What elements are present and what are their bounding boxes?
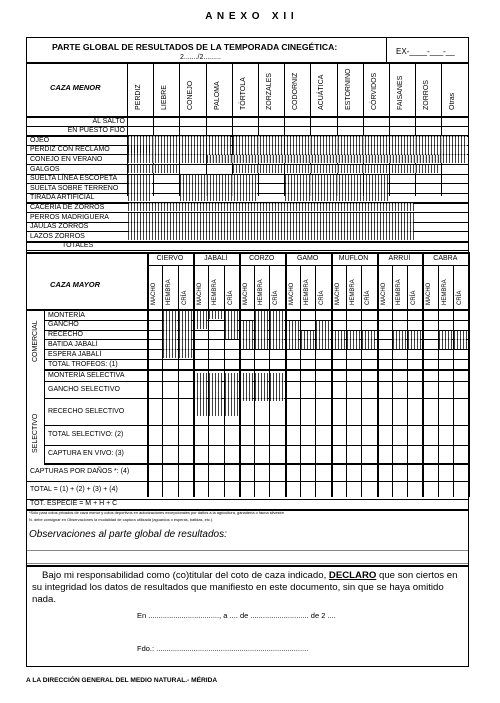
hatched-cell bbox=[270, 311, 283, 349]
hatched-cell bbox=[439, 331, 452, 349]
hatched-cell bbox=[180, 175, 257, 202]
commercial-vertical-label: COMERCIAL bbox=[32, 320, 39, 362]
hatched-cell bbox=[128, 165, 178, 173]
hatched-cell bbox=[301, 331, 314, 349]
small-game-species-11: ZORROS bbox=[423, 80, 431, 110]
small-game-row-label-11: JAULAS ZORROS bbox=[30, 223, 89, 231]
sex-column-2-1: HEMBRA bbox=[258, 279, 265, 305]
commercial-row-1: GANCHO bbox=[48, 321, 79, 329]
hatched-cell bbox=[194, 373, 207, 416]
hatched-cell bbox=[128, 146, 152, 154]
hatched-cell bbox=[255, 373, 268, 401]
ex-number-field[interactable]: EX-____-___-__ bbox=[396, 47, 455, 56]
sex-column-6-0: MACHO bbox=[426, 282, 433, 305]
small-game-species-10: FAISANES bbox=[397, 75, 404, 110]
total-row: TOTAL = (1) + (2) + (3) + (4) bbox=[30, 486, 118, 493]
small-game-species-9: CÓRVIDOS bbox=[370, 72, 378, 110]
damage-row: CAPTURAS POR DAÑOS *: (4) bbox=[30, 468, 130, 475]
small-game-row-label-4: CONEJO EN VERANO bbox=[30, 155, 103, 163]
small-game-row-label-7: SUELTA SOBRE TERRENO bbox=[30, 184, 119, 192]
small-game-species-8: ESTORNINO bbox=[344, 68, 352, 110]
small-game-species-6: CODORNIZ bbox=[292, 72, 300, 110]
hatched-cell bbox=[209, 373, 222, 416]
footnote-2: N. debe consignar en Observaciones la modalidad de captura utilizada (aguardos o esperas, batidas, etc.). bbox=[29, 517, 214, 522]
selective-vertical-label: SELECTIVO bbox=[32, 413, 39, 453]
hatched-cell bbox=[233, 165, 441, 173]
small-game-row-label-5: GALGOS bbox=[30, 165, 60, 173]
hatched-cell bbox=[225, 373, 238, 416]
sex-column-3-1: HEMBRA bbox=[304, 279, 310, 305]
sex-column-4-2: CRÍA bbox=[365, 290, 372, 305]
declaration-keyword: DECLARO bbox=[328, 570, 377, 581]
annex-title: A N E X O X I I bbox=[205, 11, 295, 22]
sex-column-0-1: HEMBRA bbox=[166, 279, 173, 305]
sex-column-1-2: CRÍA bbox=[227, 290, 234, 305]
sex-column-4-0: MACHO bbox=[334, 282, 341, 305]
small-game-row-label-8: TIRADA ARTIFICIAL bbox=[30, 194, 95, 202]
sex-column-5-2: CRÍA bbox=[411, 290, 418, 305]
big-game-species-5: ARRUÍ bbox=[388, 255, 411, 262]
hatched-cell bbox=[128, 175, 152, 202]
sex-column-2-0: MACHO bbox=[242, 282, 249, 305]
small-game-row-label-12: LAZOS ZORROS bbox=[30, 232, 85, 240]
big-game-species-0: CIERVO bbox=[156, 255, 184, 262]
observations-label: Observaciones al parte global de resultados: bbox=[29, 529, 227, 540]
sex-column-2-2: CRÍA bbox=[273, 290, 280, 305]
season-field[interactable]: 2......./2......... bbox=[180, 54, 221, 61]
small-game-row-label-9: CACERÍA DE ZORROS bbox=[30, 203, 105, 211]
sex-column-0-0: MACHO bbox=[151, 282, 157, 305]
sex-column-5-1: HEMBRA bbox=[395, 279, 402, 305]
observations-line-2[interactable] bbox=[27, 563, 468, 564]
small-game-species-12: Otras bbox=[449, 92, 457, 110]
small-game-row-label-10: PERROS MADRIGUERA bbox=[30, 213, 109, 221]
sex-column-4-1: HEMBRA bbox=[349, 279, 356, 305]
hatched-cell bbox=[163, 311, 176, 358]
commercial-row-2: RECECHO bbox=[48, 331, 84, 339]
big-game-label: CAZA MAYOR bbox=[50, 280, 100, 289]
big-game-species-1: JABALÍ bbox=[204, 255, 228, 262]
small-game-row-label-1: EN PUESTO FIJO bbox=[67, 127, 125, 135]
sex-column-6-1: HEMBRA bbox=[441, 279, 448, 305]
small-game-species-5: ZORZALES bbox=[266, 73, 273, 110]
small-game-species-0: PERDIZ bbox=[135, 84, 142, 110]
commercial-row-5: TOTAL TROFEOS: (1) bbox=[48, 360, 118, 368]
small-game-species-1: LIEBRE bbox=[161, 85, 169, 110]
hatched-cell bbox=[393, 331, 406, 349]
hatched-cell bbox=[362, 331, 375, 349]
big-game-species-6: CABRA bbox=[433, 255, 458, 262]
hatched-cell bbox=[128, 203, 414, 211]
declaration-suffix: que son ciertos en su integridad los datos de resultados que manifiesto en este documento, sin que se haya omitido nada. bbox=[32, 570, 458, 605]
hatched-cell bbox=[240, 321, 253, 349]
small-game-row-label-3: PERDIZ CON RECLAMO bbox=[30, 146, 110, 154]
hatched-cell bbox=[209, 311, 222, 319]
hatched-cell bbox=[225, 311, 238, 339]
hatched-cell bbox=[255, 311, 268, 349]
hatched-cell bbox=[347, 331, 360, 349]
hatched-cell bbox=[286, 321, 299, 349]
selective-row-4: CAPTURA EN VIVO: (3) bbox=[48, 450, 124, 457]
footnote-1: *Sólo para cotos privados de caza menor y cotos deportivos en autorizaciones excepcionales por daños a la agricultura, ganadería o fauna silvestre bbox=[29, 510, 284, 515]
sex-column-6-2: CRÍA bbox=[457, 290, 463, 305]
small-game-row-label-0: AL SALTO bbox=[92, 117, 125, 125]
hatched-cell bbox=[207, 155, 441, 163]
small-game-totals-label: TOTALES bbox=[62, 242, 94, 250]
small-game-row-label-6: SUELTA LÍNEA ESCOPETA bbox=[30, 175, 118, 183]
declaration-prefix: Bajo mi responsabilidad como (co)titular del coto de caza indicado, bbox=[42, 570, 327, 581]
hatched-cell bbox=[270, 373, 283, 401]
sex-column-1-1: HEMBRA bbox=[212, 279, 219, 305]
commercial-row-3: BATIDA JABALÍ bbox=[48, 340, 98, 348]
small-game-species-2: CONEJO bbox=[187, 80, 195, 110]
observations-line-1[interactable] bbox=[27, 550, 468, 551]
hatched-cell bbox=[240, 373, 253, 401]
form-title: PARTE GLOBAL DE RESULTADOS DE LA TEMPORADA CINEGÉTICA: bbox=[52, 42, 338, 52]
hatched-cell bbox=[408, 331, 421, 349]
sex-column-0-2: CRÍA bbox=[181, 290, 188, 305]
hatched-cell bbox=[285, 175, 388, 202]
big-game-species-2: CORZO bbox=[249, 255, 275, 262]
hatched-cell bbox=[194, 311, 207, 329]
selective-row-2: RECECHO SELECTIVO bbox=[48, 407, 125, 415]
place-date-field[interactable]: En .................................., a .... de ............................ de 2 .... bbox=[137, 611, 336, 620]
hatched-cell bbox=[332, 331, 345, 349]
small-game-species-3: PALOMA bbox=[213, 81, 221, 110]
big-game-species-4: MUFLÓN bbox=[338, 255, 369, 262]
hatched-cell bbox=[179, 311, 192, 358]
sex-column-3-2: CRÍA bbox=[319, 290, 326, 305]
small-game-label: CAZA MENOR bbox=[50, 83, 101, 92]
sex-column-5-0: MACHO bbox=[380, 282, 387, 305]
declaration-text bbox=[32, 570, 468, 606]
sex-column-3-0: MACHO bbox=[288, 282, 295, 305]
signature-field[interactable]: Fdo.: ......................................................................... bbox=[137, 644, 309, 653]
small-game-species-4: TÓRTOLA bbox=[239, 77, 247, 110]
small-game-species-7: ACUÁTICA bbox=[318, 74, 326, 110]
big-game-species-3: GAMO bbox=[296, 255, 319, 262]
hatched-cell bbox=[128, 213, 414, 240]
commercial-row-0: MONTERÍA bbox=[48, 311, 85, 319]
selective-row-3: TOTAL SELECTIVO: (2) bbox=[48, 431, 124, 438]
selective-row-1: GANCHO SELECTIVO bbox=[48, 385, 120, 393]
hatched-cell bbox=[316, 321, 329, 349]
hatched-cell bbox=[454, 331, 467, 349]
small-game-row-label-2: OJEO bbox=[30, 136, 50, 144]
addressee: A LA DIRECCIÓN GENERAL DEL MEDIO NATURAL.- MÉRIDA bbox=[26, 677, 218, 684]
commercial-row-4: ESPERA JABALÍ bbox=[48, 350, 102, 358]
sex-column-1-0: MACHO bbox=[196, 282, 203, 305]
total-species-row: TOT. ESPECIE = M + H + C bbox=[30, 500, 118, 507]
selective-row-0: MONTERÍA SELECTIVA bbox=[48, 371, 125, 379]
